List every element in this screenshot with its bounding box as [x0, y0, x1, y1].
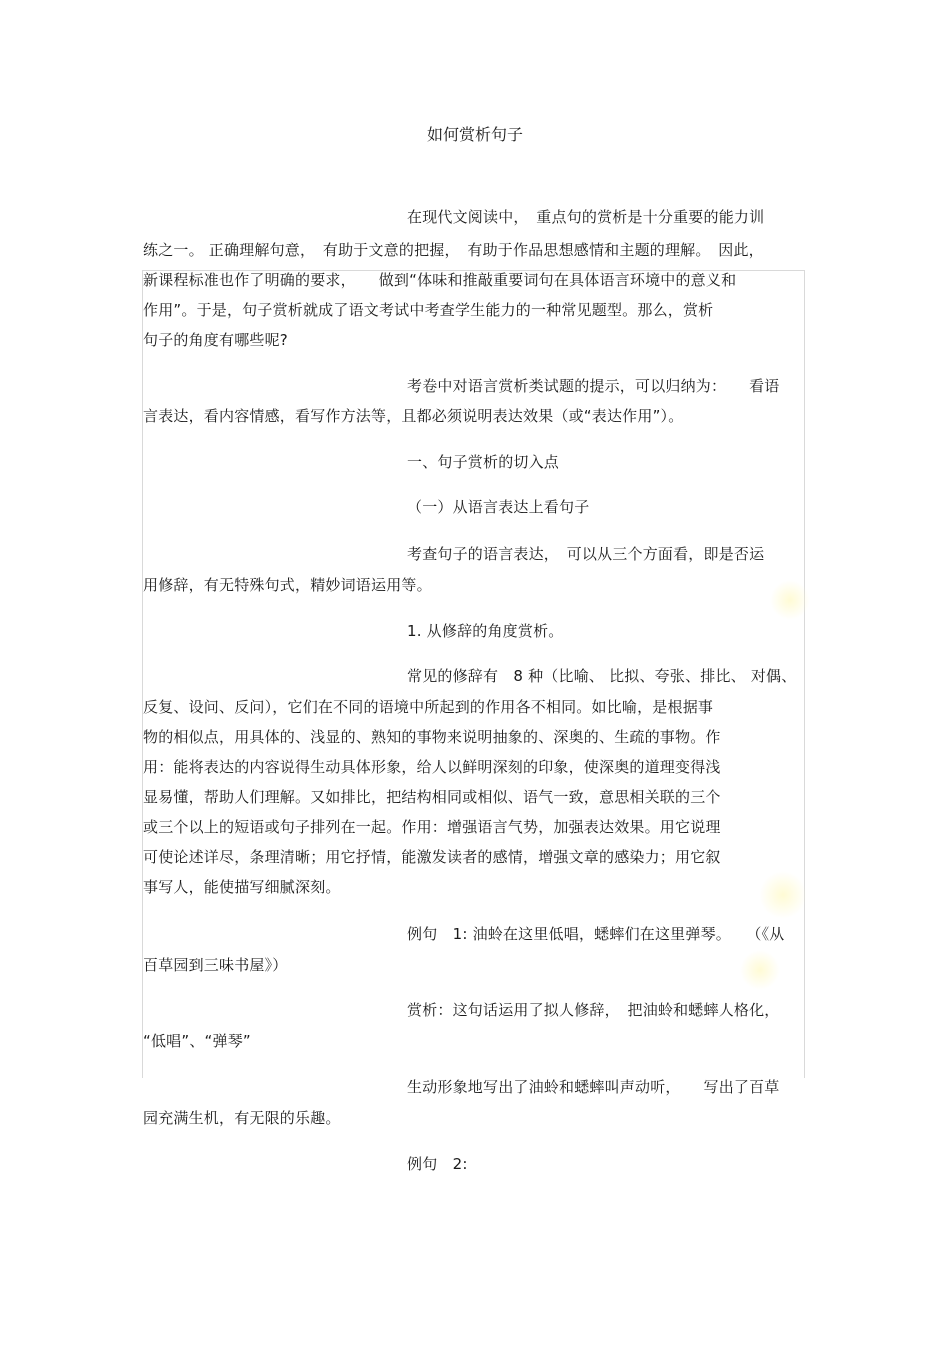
paragraph-line: 反复、设问、反问），它们在不同的语境中所起到的作用各不相同。如比喻，是根据事 [143, 698, 714, 716]
paragraph-line: 在现代文阅读中， 重点句的赏析是十分重要的能力训 [407, 208, 765, 226]
analysis-line: 生动形象地写出了油蛉和蟋蟀叫声动听， 写出了百草 [407, 1078, 780, 1096]
paragraph-line: 言表达，看内容情感，看写作方法等，且都必须说明表达效果（或“表达作用”）。 [143, 407, 684, 425]
watermark-glow [740, 950, 780, 990]
analysis-line: 园充满生机，有无限的乐趣。 [143, 1109, 341, 1127]
paragraph-line: 常见的修辞有 8 种（比喻、 比拟、夸张、排比、 对偶、 [407, 667, 797, 685]
paragraph-line: 事写人，能使描写细腻深刻。 [143, 878, 341, 896]
subsection-heading: 1. 从修辞的角度赏析。 [407, 622, 564, 640]
paragraph-line: 新课程标准也作了明确的要求， 做到“体味和推敲重要词句在具体语言环境中的意义和 [143, 271, 737, 289]
example-line: 例句 1: 油蛉在这里低唱，蟋蟀们在这里弹琴。 （《从 [407, 925, 785, 943]
example-line: 例句 2: [407, 1155, 468, 1173]
paragraph-line: 用修辞，有无特殊句式，精妙词语运用等。 [143, 576, 432, 594]
analysis-line: “低唱”、“弹琴” [143, 1032, 251, 1050]
analysis-line: 赏析：这句话运用了拟人修辞， 把油蛉和蟋蟀人格化， [407, 1001, 780, 1019]
paragraph-line: 或三个以上的短语或句子排列在一起。作用：增强语言气势，加强表达效果。用它说理 [143, 818, 721, 836]
paragraph-line: 用：能将表达的内容说得生动具体形象，给人以鲜明深刻的印象，使深奥的道理变得浅 [143, 758, 721, 776]
paragraph-line: 显易懂，帮助人们理解。又如排比，把结构相同或相似、语气一致，意思相关联的三个 [143, 788, 721, 806]
watermark-glow [760, 870, 806, 920]
paragraph-line: 物的相似点，用具体的、浅显的、熟知的事物来说明抽象的、深奥的、生疏的事物。作 [143, 728, 721, 746]
frame-border-right [804, 270, 805, 1078]
paragraph-line: 练之一。 正确理解句意， 有助于文意的把握， 有助于作品思想感情和主题的理解。 因此， [143, 241, 764, 259]
watermark-glow [770, 580, 810, 620]
section-heading: 一、句子赏析的切入点 [407, 453, 560, 471]
paragraph-line: 可使论述详尽，条理清晰；用它抒情，能激发读者的感情，增强文章的感染力；用它叙 [143, 848, 721, 866]
paragraph-line: 作用”。于是，句子赏析就成了语文考试中考查学生能力的一种常见题型。那么，赏析 [143, 301, 714, 319]
example-line: 百草园到三味书屋》） [143, 956, 288, 974]
subsection-heading: （一）从语言表达上看句子 [407, 498, 590, 516]
paragraph-line: 考查句子的语言表达， 可以从三个方面看，即是否运 [407, 545, 765, 563]
document-title: 如何赏析句子 [426, 125, 523, 144]
paragraph-line: 考卷中对语言赏析类试题的提示，可以归纳为： 看语 [407, 377, 780, 395]
paragraph-line: 句子的角度有哪些呢? [143, 331, 288, 349]
